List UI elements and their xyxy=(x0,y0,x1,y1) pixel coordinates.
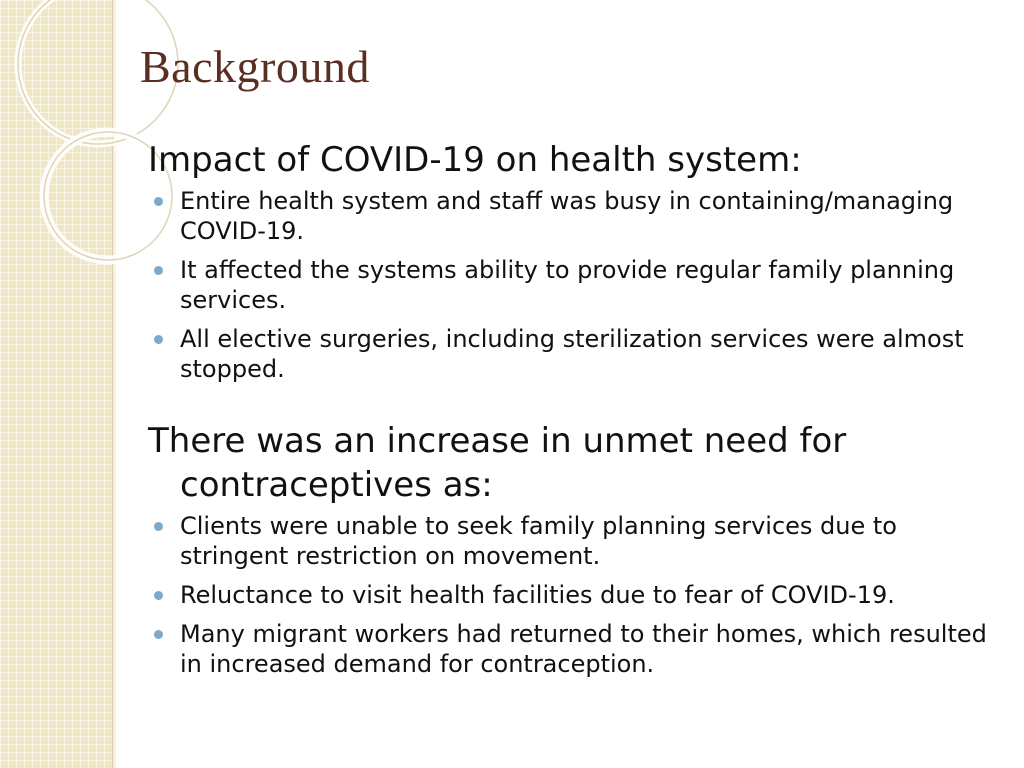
list-item xyxy=(148,619,998,679)
bullet-icon xyxy=(154,630,163,639)
bullet-icon xyxy=(154,197,163,206)
left-decorative-strip xyxy=(0,0,113,768)
bullet-text: It affected the systems ability to provide regular family planning services. xyxy=(180,256,955,314)
slide-content xyxy=(148,138,998,688)
section-impact xyxy=(148,138,998,384)
slide-title: Background xyxy=(140,41,370,92)
list-item xyxy=(148,186,998,246)
section-heading: There was an increase in unmet need for contraceptives as: xyxy=(148,421,847,505)
bullet-text: Clients were unable to seek family planning services due to stringent restriction on movement. xyxy=(180,512,897,570)
bullet-icon xyxy=(154,266,163,275)
bullet-icon xyxy=(154,591,163,600)
bullet-list xyxy=(148,511,998,679)
bullet-icon xyxy=(154,522,163,531)
list-item xyxy=(148,580,998,610)
list-item xyxy=(148,324,998,384)
bullet-icon xyxy=(154,335,163,344)
bullet-text: All elective surgeries, including sterilization services were almost stopped. xyxy=(180,325,964,383)
list-item xyxy=(148,511,998,571)
bullet-text: Reluctance to visit health facilities due to fear of COVID-19. xyxy=(180,581,895,609)
section-heading: Impact of COVID-19 on health system: xyxy=(148,140,802,180)
bullet-text: Entire health system and staff was busy in containing/managing COVID-19. xyxy=(180,187,954,245)
bullet-text: Many migrant workers had returned to their homes, which resulted in increased demand for contraception. xyxy=(180,620,987,678)
list-item xyxy=(148,255,998,315)
section-unmet-need xyxy=(148,419,998,679)
bullet-list xyxy=(148,186,998,384)
strip-shadow xyxy=(112,0,118,768)
